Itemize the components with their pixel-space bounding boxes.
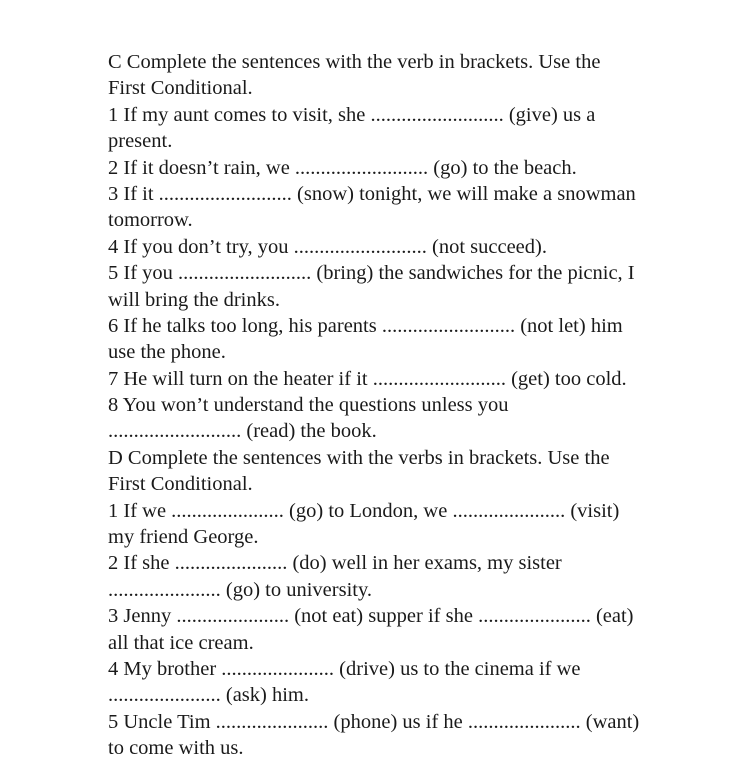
exercise-d-item-3: 3 Jenny ...................... (not eat) supper if she ...................... (eat) xyxy=(108,605,634,628)
exercise-c-item-2: 2 If it doesn’t rain, we .......................... (go) to the beach. xyxy=(108,156,577,179)
exercise-d-item-2-cont: ...................... (go) to university. xyxy=(108,578,373,601)
exercise-d-item-3-cont: all that ice cream. xyxy=(108,631,254,654)
exercise-c-item-6: 6 If he talks too long, his parents .......................... (not let) him xyxy=(108,314,623,337)
exercise-d-item-1: 1 If we ...................... (go) to London, we ...................... (visit) xyxy=(108,499,620,522)
section-d-heading-cont: First Conditional. xyxy=(108,473,253,496)
exercise-c-item-1-cont: present. xyxy=(108,130,173,153)
exercise-c-item-3-cont: tomorrow. xyxy=(108,209,193,232)
exercise-text xyxy=(108,49,700,762)
exercise-c-item-5-cont: will bring the drinks. xyxy=(108,288,280,311)
section-d-heading: D Complete the sentences with the verbs in brackets. Use the xyxy=(108,446,610,469)
exercise-c-item-5: 5 If you .......................... (bring) the sandwiches for the picnic, I xyxy=(108,262,635,285)
section-c-heading-cont: First Conditional. xyxy=(108,77,253,100)
exercise-c-item-8-cont: .......................... (read) the book. xyxy=(108,420,377,443)
exercise-d-item-5-cont: to come with us. xyxy=(108,737,244,760)
exercise-c-item-4: 4 If you don’t try, you .......................... (not succeed). xyxy=(108,235,547,258)
exercise-d-item-4-cont: ...................... (ask) him. xyxy=(108,684,309,707)
exercise-c-item-6-cont: use the phone. xyxy=(108,341,226,364)
exercise-c-item-1: 1 If my aunt comes to visit, she .......................... (give) us a xyxy=(108,103,596,126)
exercise-c-item-3: 3 If it .......................... (snow) tonight, we will make a snowman xyxy=(108,182,636,205)
exercise-d-item-2: 2 If she ...................... (do) well in her exams, my sister xyxy=(108,552,562,575)
exercise-d-item-4: 4 My brother ...................... (drive) us to the cinema if we xyxy=(108,657,581,680)
exercise-d-item-1-cont: my friend George. xyxy=(108,526,259,549)
exercise-c-item-8: 8 You won’t understand the questions unless you xyxy=(108,394,509,417)
exercise-d-item-5: 5 Uncle Tim ...................... (phone) us if he ...................... (want) xyxy=(108,710,640,733)
section-c-heading: C Complete the sentences with the verb in brackets. Use the xyxy=(108,51,601,73)
exercise-c-item-7: 7 He will turn on the heater if it .......................... (get) too cold. xyxy=(108,367,627,390)
